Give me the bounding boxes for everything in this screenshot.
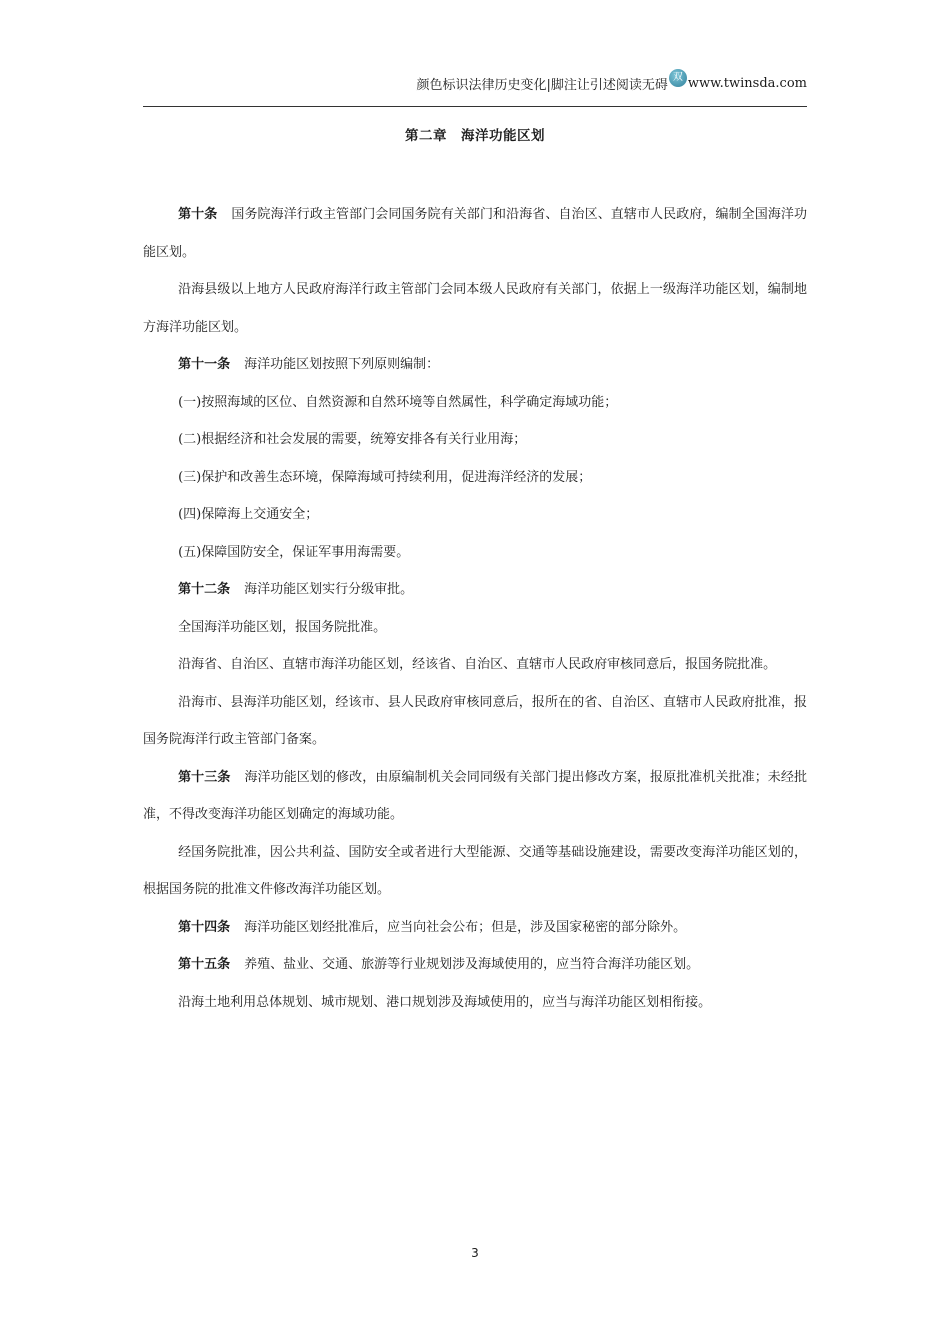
header-title: 颜色标识法律历史变化|脚注让引述阅读无碍 [416,77,668,93]
paragraph-text: (四)保障海上交通安全； [178,507,319,522]
page-header [416,72,807,94]
paragraph [143,346,807,384]
paragraph [143,834,807,909]
document-body [143,196,807,1021]
article-number: 第十五条 [178,957,231,972]
article-number: 第十二条 [178,582,231,597]
twinsda-logo-icon: 双 [669,69,687,87]
paragraph-text: 沿海省、自治区、直辖市海洋功能区划，经该省、自治区、直辖市人民政府审核同意后，报国务院批准。 [178,657,777,672]
paragraph [143,684,807,759]
paragraph [143,984,807,1022]
paragraph [143,271,807,346]
article-number: 第十一条 [178,357,231,372]
paragraph-text: 沿海土地利用总体规划、城市规划、港口规划涉及海域使用的，应当与海洋功能区划相衔接。 [178,994,712,1010]
article-number: 第十条 [178,207,218,222]
paragraph-text: 养殖、盐业、交通、旅游等行业规划涉及海域使用的，应当符合海洋功能区划。 [244,957,700,972]
article-number: 第十四条 [178,919,231,935]
paragraph [143,646,807,684]
paragraph [143,571,807,609]
paragraph-text: 沿海市、县海洋功能区划，经该市、县人民政府审核同意后，报所在的省、自治区、直辖市人民政府批准，报国务院海洋行政主管部门备案。 [143,694,807,747]
paragraph-text: 沿海县级以上地方人民政府海洋行政主管部门会同本级人民政府有关部门，依据上一级海洋功能区划，编制地方海洋功能区划。 [143,282,807,335]
paragraph [143,384,807,422]
article-number: 第十三条 [178,769,231,785]
paragraph-text: 海洋功能区划按照下列原则编制： [244,357,440,372]
paragraph-text: (二)根据经济和社会发展的需要，统筹安排各有关行业用海； [178,432,527,447]
header-site-link[interactable]: www.twinsda.com [687,75,807,91]
paragraph [143,421,807,459]
paragraph [143,609,807,647]
header-divider [143,106,807,107]
paragraph [143,196,807,271]
page-number: 3 [471,1246,479,1260]
paragraph [143,534,807,572]
chapter-title: 第二章 海洋功能区划 [405,128,545,144]
paragraph-text: 经国务院批准，因公共利益、国防安全或者进行大型能源、交通等基础设施建设，需要改变海洋功能区划的，根据国务院的批准文件修改海洋功能区划。 [143,844,807,897]
paragraph-text: (三)保护和改善生态环境，保障海域可持续利用，促进海洋经济的发展； [178,469,592,485]
paragraph-text: 海洋功能区划经批准后，应当向社会公布；但是，涉及国家秘密的部分除外。 [244,919,687,935]
paragraph-text: (五)保障国防安全，保证军事用海需要。 [178,544,410,560]
paragraph-text: 海洋功能区划的修改，由原编制机关会同同级有关部门提出修改方案，报原批准机关批准；未经批准，不得改变海洋功能区划确定的海域功能。 [143,769,807,822]
paragraph-text: 海洋功能区划实行分级审批。 [244,582,414,597]
paragraph [143,459,807,497]
paragraph [143,909,807,947]
paragraph [143,496,807,534]
paragraph-text: (一)按照海域的区位、自然资源和自然环境等自然属性，科学确定海域功能； [178,394,618,410]
paragraph-text: 全国海洋功能区划，报国务院批准。 [178,619,387,635]
paragraph [143,759,807,834]
paragraph-text: 国务院海洋行政主管部门会同国务院有关部门和沿海省、自治区、直辖市人民政府，编制全国海洋功能区划。 [143,207,807,260]
paragraph [143,946,807,984]
